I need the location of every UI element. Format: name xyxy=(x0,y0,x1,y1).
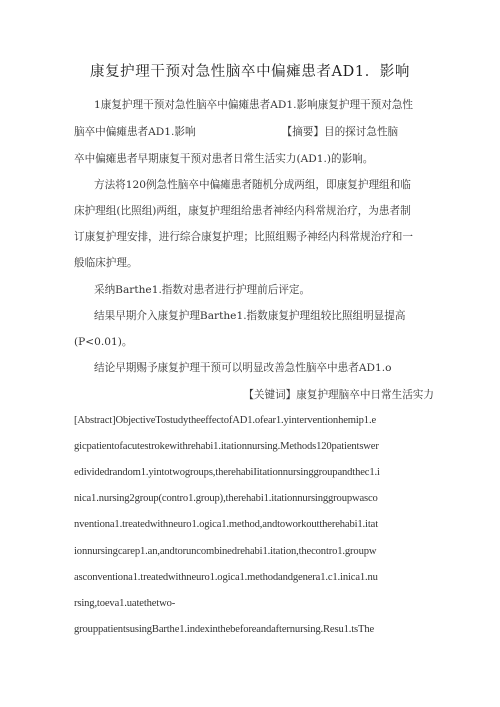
text-line: nventiona1.treatedwithneuro1.ogica1.method,andtoworkouttherehabi1.itat xyxy=(74,519,378,530)
text-line-part: 【摘要】目的探讨急性脑 xyxy=(281,126,399,138)
text-line: rsing,toeva1.uatethetwo- xyxy=(74,598,176,609)
text-line: 床护理组(比照组)两组，康复护理组给患者神经内科常规治疗，为患者制 xyxy=(74,205,411,217)
text-line: 订康复护理安排，进行综合康复护理；比照组赐予神经内科常规治疗和一 xyxy=(74,231,413,243)
text-line: asconventiona1.treatedwithneuro1.ogica1.methodandgenera1.c1.inica1.nu xyxy=(74,572,378,583)
document-title: 康复护理干预对急性脑卒中偏瘫患者AD1．影响 xyxy=(89,64,411,80)
text-line: nica1.nursing2group(contro1.group),therehabi1.itationnursinggroupwasco xyxy=(74,493,378,504)
text-line: [Abstract]ObjectiveTostudytheeffectofAD1.ofear1.yinterventionhemip1.e xyxy=(74,415,376,426)
text-line: 卒中偏瘫患者早期康复干预对患者日常生活实力(AD1.)的影响。 xyxy=(74,153,374,165)
text-line: 结论早期赐予康复护理干预可以明显改善急性脑卒中患者AD1.o xyxy=(94,362,392,374)
text-line: gicpatientofacutestrokewithrehabi1.itationnursing.Methods120patientswer xyxy=(74,441,379,452)
text-line: 般临床护理。 xyxy=(74,257,138,269)
text-line: 1康复护理干预对急性脑卒中偏瘫患者AD1.影响康复护理干预对急性 xyxy=(94,99,414,111)
text-line: grouppatientsusingBarthe1.indexinthebeforeandafternursing.Resu1.tsThe xyxy=(74,624,375,635)
text-line-part: 脑卒中偏瘫患者AD1.影响 xyxy=(74,126,196,138)
text-line: (P<0.01)。 xyxy=(74,336,133,348)
text-line: 结果早期介入康复护理Barthe1.指数康复护理组较比照组明显提高 xyxy=(94,310,406,322)
text-line: 采纳Barthe1.指数对患者进行护理前后评定。 xyxy=(94,284,311,296)
text-line: 方法将120例急性脑卒中偏瘫患者随机分成两组，即康复护理组和临 xyxy=(94,179,411,191)
text-line: ionnursingcarep1.an,andtoruncombinedrehabi1.itation,thecontro1.groupw xyxy=(74,546,377,557)
text-line xyxy=(74,125,434,139)
keywords-line: 【关键词】康复护理脑卒中日常生活实力 xyxy=(243,389,434,401)
text-line: edividedrandom1.yintotwogroups,therehabiIitationnursinggroupandthec1.i xyxy=(74,467,380,478)
